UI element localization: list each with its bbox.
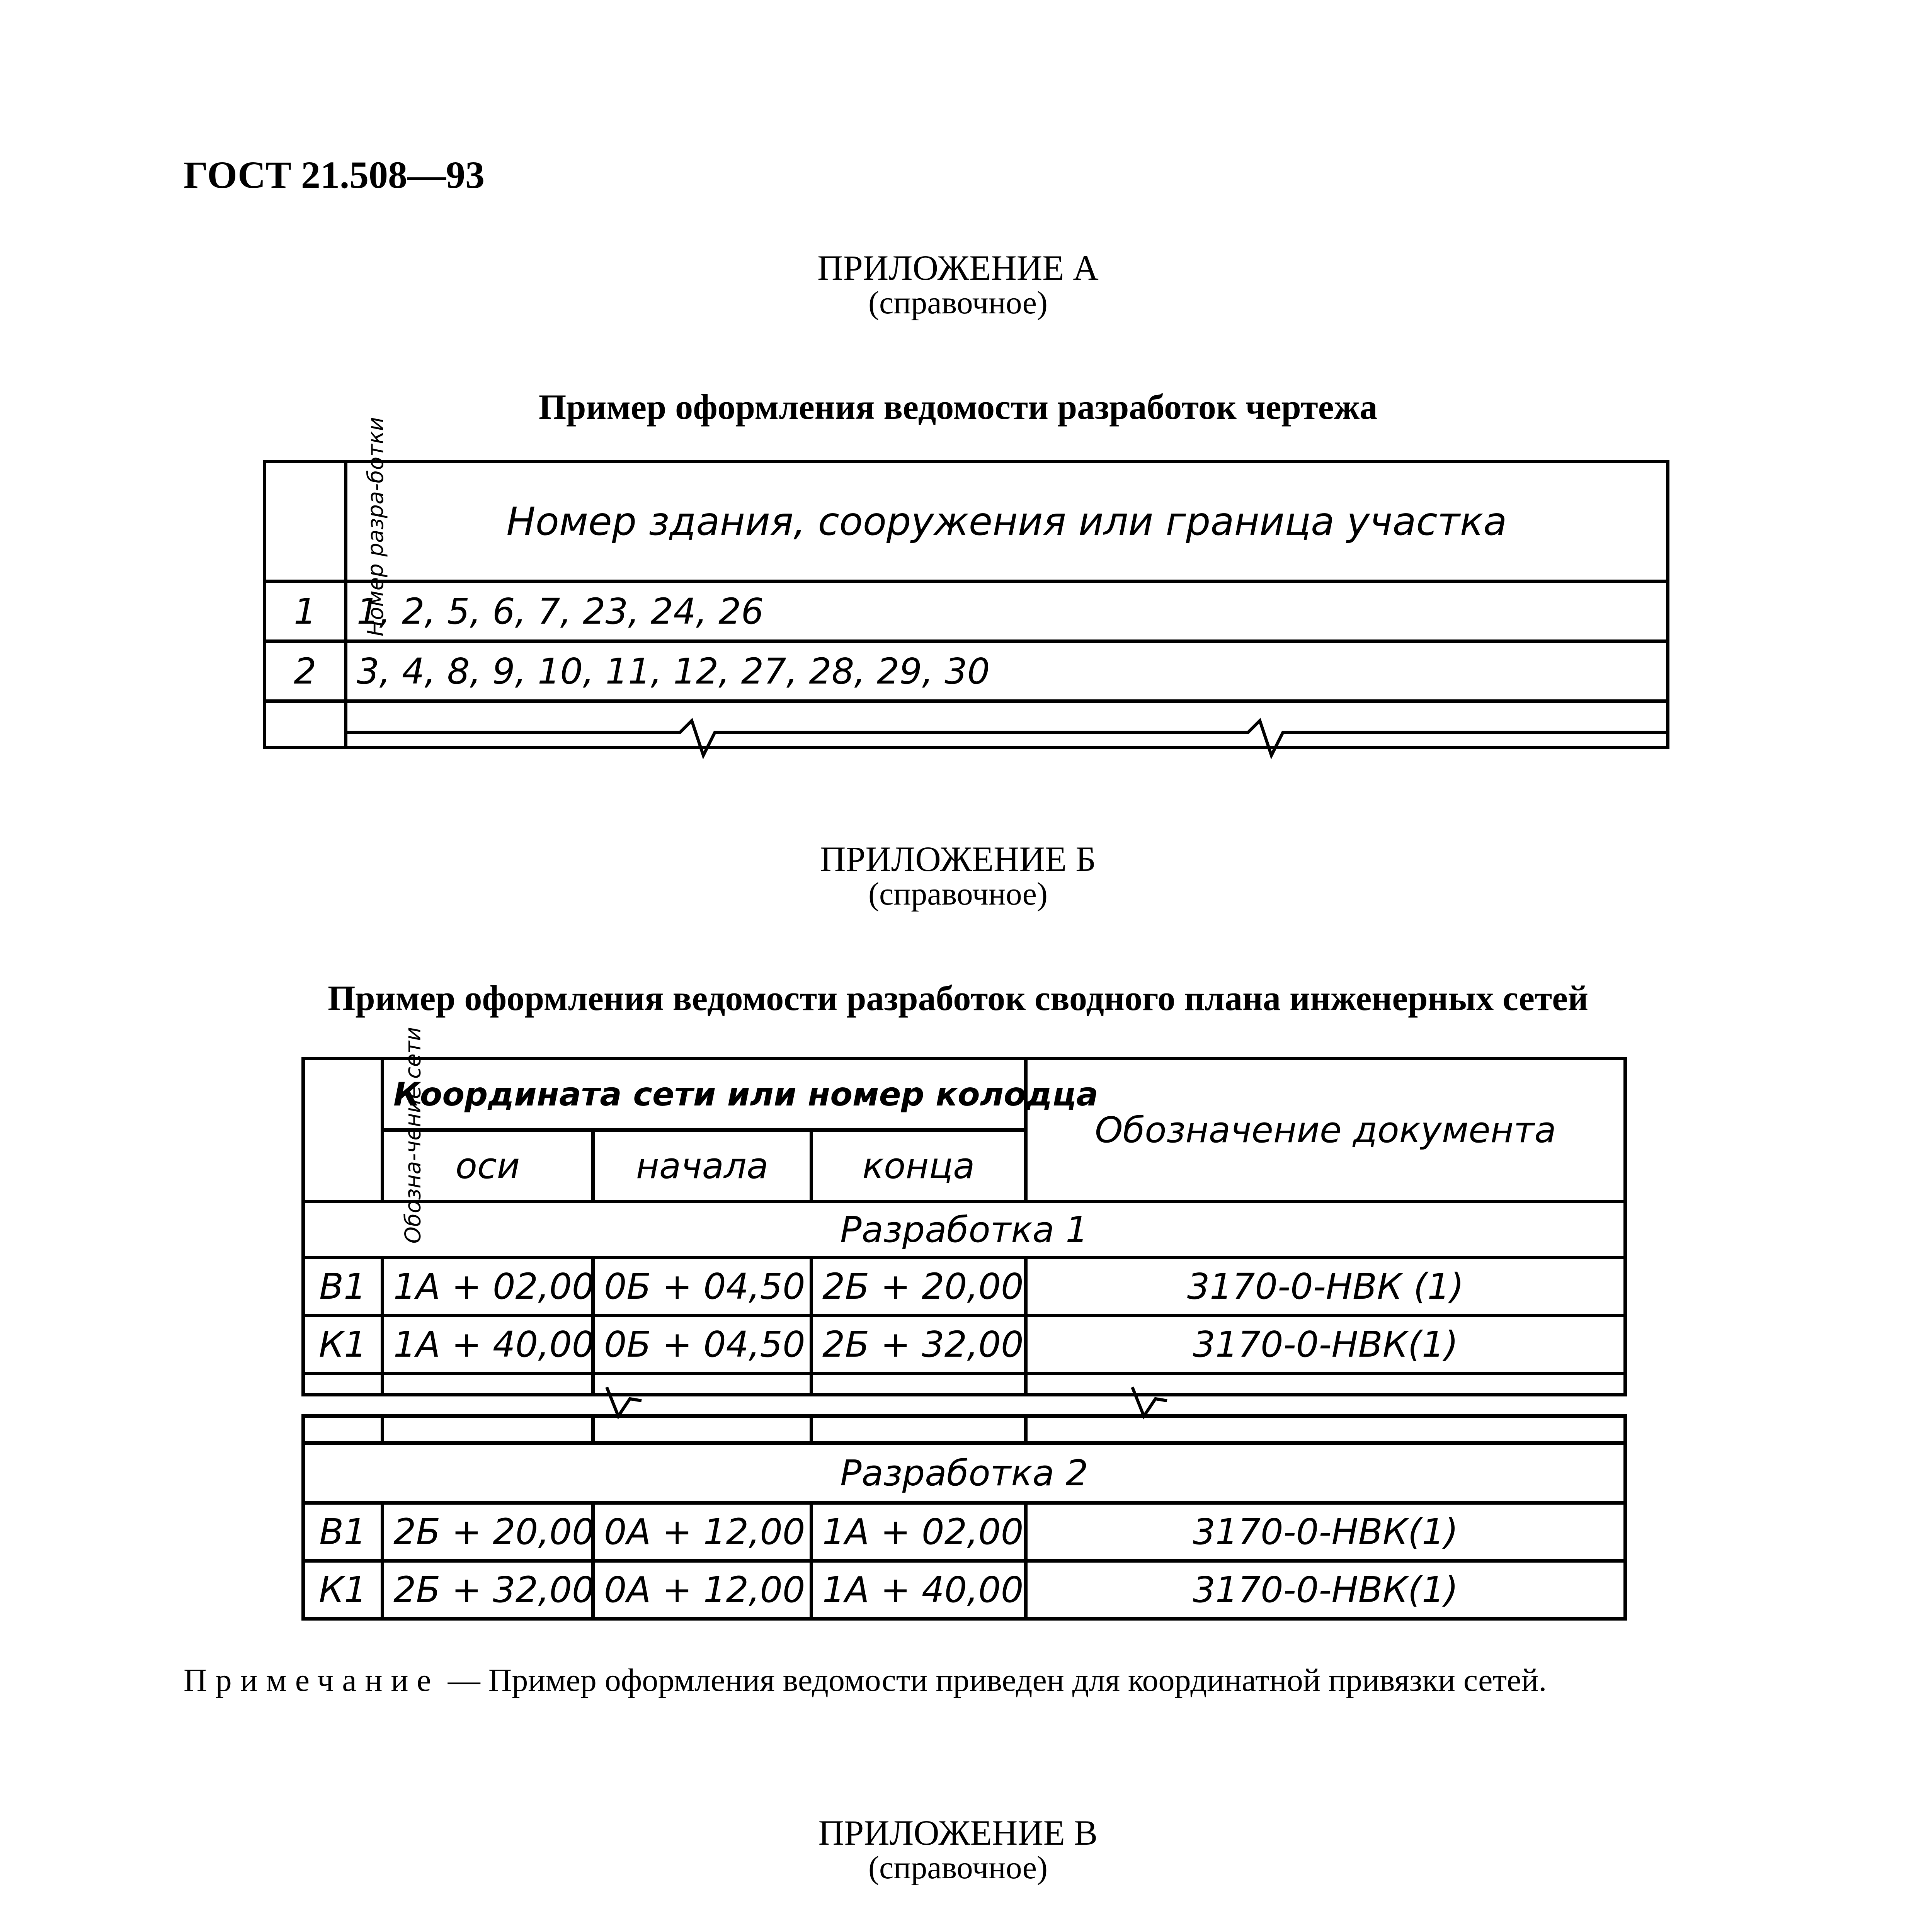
header-cell xyxy=(265,417,388,636)
appendix-b-table-title: Пример оформления ведомости разработок сводного плана инженерных сетей xyxy=(327,978,1589,1018)
table-cell: К1 xyxy=(303,1561,383,1619)
table-break-line xyxy=(344,717,1669,759)
table-cell: 0А + 12,00 xyxy=(593,1503,812,1561)
table-cell xyxy=(303,1374,383,1395)
table-cell: 1 xyxy=(265,582,346,641)
table-row xyxy=(303,1503,1625,1561)
table-cell: 2 xyxy=(265,641,346,701)
section-development-1: Разработка 1 xyxy=(303,1202,1625,1258)
section-row xyxy=(303,1443,1625,1503)
table-cell xyxy=(265,701,346,748)
appendix-v-title: ПРИЛОЖЕНИЕ В xyxy=(818,1813,1098,1852)
table-cell: 0Б + 04,50 xyxy=(593,1258,812,1316)
table-header-row xyxy=(265,462,1668,582)
table-cell: 1А + 02,00 xyxy=(383,1258,593,1316)
appendix-a-subtitle: (справочное) xyxy=(868,285,1048,321)
table-cell: 1А + 40,00 xyxy=(383,1316,593,1374)
note-label: Примечание xyxy=(184,1662,440,1698)
table-cell xyxy=(383,1416,593,1443)
table-row xyxy=(303,1258,1625,1316)
table-cell: 3170-0-НВК (1) xyxy=(1026,1258,1625,1316)
table-cell: 3170-0-НВК(1) xyxy=(1026,1561,1625,1619)
header-start: начала xyxy=(593,1130,812,1202)
table-cell: В1 xyxy=(303,1258,383,1316)
table-cell: 2Б + 32,00 xyxy=(383,1561,593,1619)
table-cell: 3, 4, 8, 9, 10, 11, 12, 27, 28, 29, 30 xyxy=(346,641,1668,701)
header-document-designation: Обозначение документа xyxy=(1026,1059,1625,1202)
table-cell: 3170-0-НВК(1) xyxy=(1026,1316,1625,1374)
table-cell: 1А + 02,00 xyxy=(812,1503,1026,1561)
table-row xyxy=(265,641,1668,701)
header-cell xyxy=(303,1027,426,1244)
networks-table-part-1 xyxy=(301,1027,1627,1396)
table-cell: 1А + 40,00 xyxy=(812,1561,1026,1619)
appendix-a-table-title: Пример оформления ведомости разработок чертежа xyxy=(538,387,1378,427)
table-cell: 0Б + 04,50 xyxy=(593,1316,812,1374)
table-cell: 0А + 12,00 xyxy=(593,1561,812,1619)
header-network-designation: Обозна-чение сети xyxy=(400,1027,426,1244)
section-row xyxy=(303,1202,1625,1258)
section-development-2: Разработка 2 xyxy=(303,1443,1625,1503)
table-break-line xyxy=(591,1381,1248,1428)
note-text: — Пример оформления ведомости приведен для координатной привязки сетей. xyxy=(448,1662,1547,1698)
appendix-v-subtitle: (справочное) xyxy=(868,1850,1048,1886)
table-row xyxy=(303,1561,1625,1619)
table-row xyxy=(265,582,1668,641)
table-cell: 1, 2, 5, 6, 7, 23, 24, 26 xyxy=(346,582,1668,641)
table-header-row xyxy=(303,1059,1625,1130)
header-axis: оси xyxy=(383,1130,593,1202)
header-coordinate-group: Координата сети или номер колодца xyxy=(383,1059,1026,1130)
table-cell xyxy=(383,1374,593,1395)
header-end: конца xyxy=(812,1130,1026,1202)
table-cell: В1 xyxy=(303,1503,383,1561)
table-cell: 2Б + 20,00 xyxy=(812,1258,1026,1316)
table-cell xyxy=(303,1416,383,1443)
note xyxy=(184,1662,1547,1699)
table-cell: 2Б + 20,00 xyxy=(383,1503,593,1561)
header-building-numbers: Номер здания, сооружения или граница участка xyxy=(346,462,1668,582)
appendix-a-title: ПРИЛОЖЕНИЕ А xyxy=(817,248,1099,287)
document-code: ГОСТ 21.508—93 xyxy=(184,153,485,196)
table-row xyxy=(303,1316,1625,1374)
header-development-number: Номер разра-ботки xyxy=(363,417,388,636)
drawing-developments-table xyxy=(263,417,1669,749)
appendix-b-subtitle: (справочное) xyxy=(868,876,1048,912)
networks-table-part-2 xyxy=(301,1414,1627,1621)
appendix-b-title: ПРИЛОЖЕНИЕ Б xyxy=(820,839,1096,879)
table-cell: К1 xyxy=(303,1316,383,1374)
table-cell: 3170-0-НВК(1) xyxy=(1026,1503,1625,1561)
table-cell: 2Б + 32,00 xyxy=(812,1316,1026,1374)
